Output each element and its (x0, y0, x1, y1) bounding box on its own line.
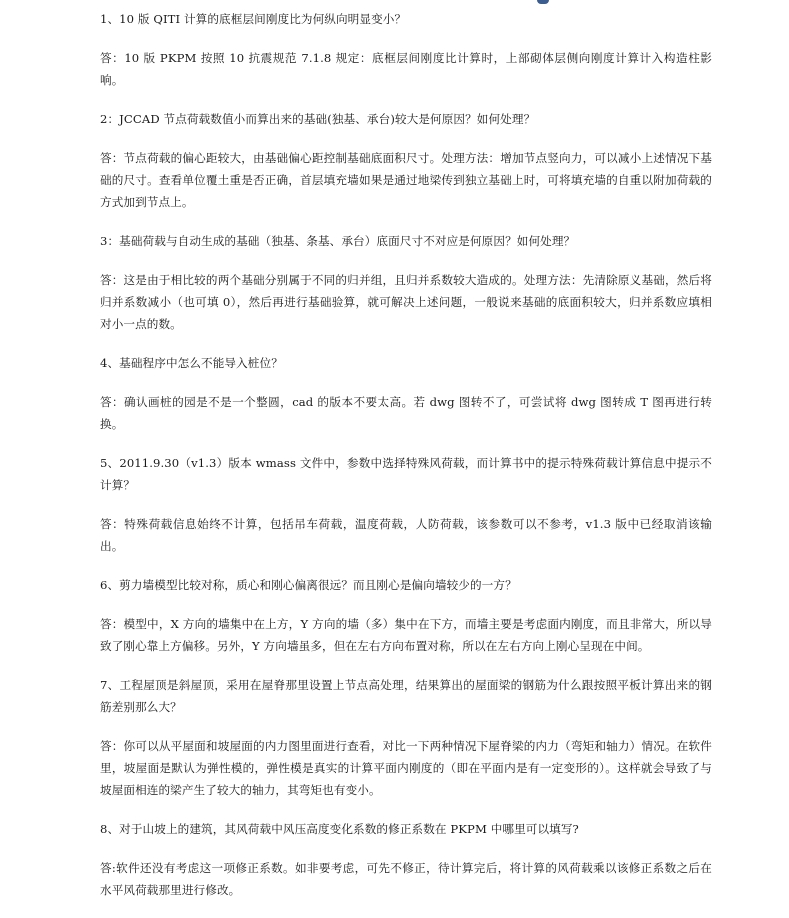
question-6: 6、剪力墙模型比较对称，质心和刚心偏离很远？而且刚心是偏向墙较少的一方？ (100, 578, 517, 592)
answer-6: 答：模型中，X 方向的墙集中在上方，Y 方向的墙（多）集中在下方，而墙主要是考虑面内刚度，而且非常大，所以导致了刚心靠上方偏移。另外，Y 方向墙虽多，但在左右方向布置对称，所以在左右方向上刚心呈现在中间。 (100, 617, 712, 653)
answer-1: 答：10 版 PKPM 按照 10 抗震规范 7.1.8 规定：底框层间刚度比计算时，上部砌体层侧向刚度计算计入构造柱影响。 (100, 51, 712, 87)
answer-7: 答：你可以从平屋面和坡屋面的内力图里面进行查看，对比一下两种情况下屋脊梁的内力（弯矩和轴力）情况。在软件里，坡屋面是默认为弹性模的，弹性模是真实的计算平面内刚度的（即在平面内是有一定变形的）。这样就会导致了与坡屋面相连的梁产生了较大的轴力，其弯矩也有变小。 (100, 739, 712, 797)
answer-5: 答：特殊荷载信息始终不计算，包括吊车荷载，温度荷载，人防荷载，该参数可以不参考，v1.3 版中已经取消该输出。 (100, 517, 712, 553)
question-8: 8、对于山坡上的建筑，其风荷载中风压高度变化系数的修正系数在 PKPM 中哪里可以填写? (100, 822, 579, 836)
top-edge-mark (537, 0, 549, 4)
answer-2: 答：节点荷载的偏心距较大，由基础偏心距控制基础底面积尺寸。处理方法：增加节点竖向力，可以减小上述情况下基础的尺寸。查看单位覆土重是否正确，首层填充墙如果是通过地梁传到独立基础上时，可将填充墙的自重以附加荷载的方式加到节点上。 (100, 151, 712, 209)
question-7: 7、工程屋顶是斜屋顶，采用在屋脊那里设置上节点高处理，结果算出的屋面梁的钢筋为什么跟按照平板计算出来的钢筋差别那么大？ (100, 678, 712, 714)
question-5: 5、2011.9.30（v1.3）版本 wmass 文件中，参数中选择特殊风荷载，而计算书中的提示特殊荷载计算信息中提示不计算？ (100, 456, 712, 492)
answer-4: 答：确认画桩的园是不是一个整圆，cad 的版本不要太高。若 dwg 图转不了，可尝试将 dwg 图转成 T 图再进行转换。 (100, 395, 712, 431)
answer-3: 答：这是由于相比较的两个基础分别属于不同的归并组，且归并系数较大造成的。处理方法：先清除原义基础，然后将归并系数减小（也可填 0），然后再进行基础验算，就可解决上述问题，一般说来基础的底面积较大，归并系数应填相对小一点的数。 (100, 273, 712, 331)
answer-8: 答:软件还没有考虑这一项修正系数。如非要考虑，可先不修正，待计算完后，将计算的风荷载乘以该修正系数之后在水平风荷载那里进行修改。 (100, 861, 712, 897)
question-2: 2：JCCAD 节点荷载数值小而算出来的基础(独基、承台)较大是何原因？如何处理？ (100, 112, 536, 126)
document-body (100, 8, 712, 918)
question-4: 4、基础程序中怎么不能导入桩位？ (100, 356, 283, 370)
question-1: 1、10 版 QITI 计算的底框层间刚度比为何纵向明显变小？ (100, 12, 407, 26)
question-3: 3：基础荷载与自动生成的基础（独基、条基、承台）底面尺寸不对应是何原因？如何处理？ (100, 234, 576, 248)
